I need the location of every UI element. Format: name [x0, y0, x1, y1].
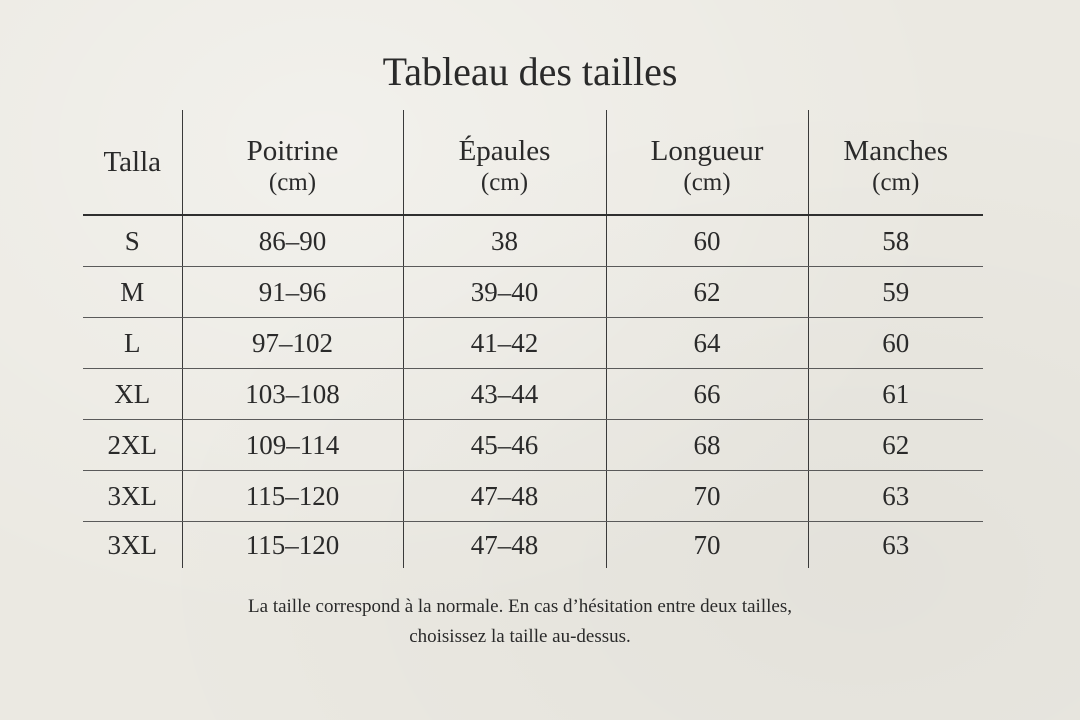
cell-sleeves: 60 — [808, 318, 983, 369]
header-chest — [182, 110, 403, 215]
cell-shoulders: 45–46 — [403, 420, 606, 471]
size-table — [83, 110, 983, 568]
cell-size: 3XL — [107, 529, 157, 560]
header-sleeves — [808, 110, 983, 215]
header-label: Poitrine — [246, 135, 339, 167]
footnote — [0, 592, 1040, 652]
cell-shoulders: 47–48 — [403, 522, 606, 569]
cell-shoulders: 39–40 — [403, 267, 606, 318]
footnote-line: choisissez la taille au-dessus. — [409, 626, 631, 647]
cell-sleeves: 62 — [808, 420, 983, 471]
header-size — [83, 110, 182, 215]
header-label: Épaules — [458, 135, 551, 167]
cell-length: 68 — [606, 420, 808, 471]
header-label: Talla — [103, 146, 162, 178]
cell-size: 3XL — [83, 471, 182, 522]
cell-sleeves: 61 — [808, 369, 983, 420]
header-unit: (cm) — [683, 169, 731, 196]
cell-shoulders: 43–44 — [403, 369, 606, 420]
header-unit: (cm) — [872, 169, 920, 196]
cell-chest: 86–90 — [182, 215, 403, 267]
table-row — [83, 215, 983, 267]
cell-chest: 97–102 — [182, 318, 403, 369]
cell-length: 60 — [606, 215, 808, 267]
cell-length: 66 — [606, 369, 808, 420]
header-unit: (cm) — [480, 169, 529, 196]
cell-size: S — [83, 215, 182, 267]
page-title: Tableau des tailles — [382, 49, 678, 94]
header-label: Longueur — [650, 135, 764, 167]
table-row — [83, 318, 983, 369]
cell-size: 2XL — [83, 420, 182, 471]
cell-chest: 115–120 — [182, 471, 403, 522]
cell-sleeves: 63 — [808, 522, 983, 569]
cell-chest: 115–120 — [182, 522, 403, 569]
cell-chest: 109–114 — [182, 420, 403, 471]
cell-size: M — [83, 267, 182, 318]
cell-sleeves: 58 — [808, 215, 983, 267]
table-row — [83, 471, 983, 522]
cell-chest: 103–108 — [182, 369, 403, 420]
cell-sleeves: 63 — [808, 471, 983, 522]
cell-chest: 91–96 — [182, 267, 403, 318]
cell-length: 70 — [606, 522, 808, 569]
cell-shoulders: 38 — [403, 215, 606, 267]
header-length — [606, 110, 808, 215]
table-row — [83, 267, 983, 318]
header-label: Manches — [843, 135, 949, 167]
cell-size: XL — [83, 369, 182, 420]
cell-length: 62 — [606, 267, 808, 318]
table-row — [83, 522, 983, 569]
cell-shoulders: 41–42 — [403, 318, 606, 369]
table-header-row — [83, 110, 983, 215]
cell-size: L — [83, 318, 182, 369]
cell-length: 70 — [606, 471, 808, 522]
table-row — [83, 369, 983, 420]
cell-length: 64 — [606, 318, 808, 369]
cell-sleeves: 59 — [808, 267, 983, 318]
table-row — [83, 420, 983, 471]
header-unit: (cm) — [268, 169, 317, 196]
cell-shoulders: 47–48 — [403, 471, 606, 522]
footnote-line: La taille correspond à la normale. En cas d’hésitation entre deux tailles, — [248, 596, 792, 617]
header-shoulders — [403, 110, 606, 215]
